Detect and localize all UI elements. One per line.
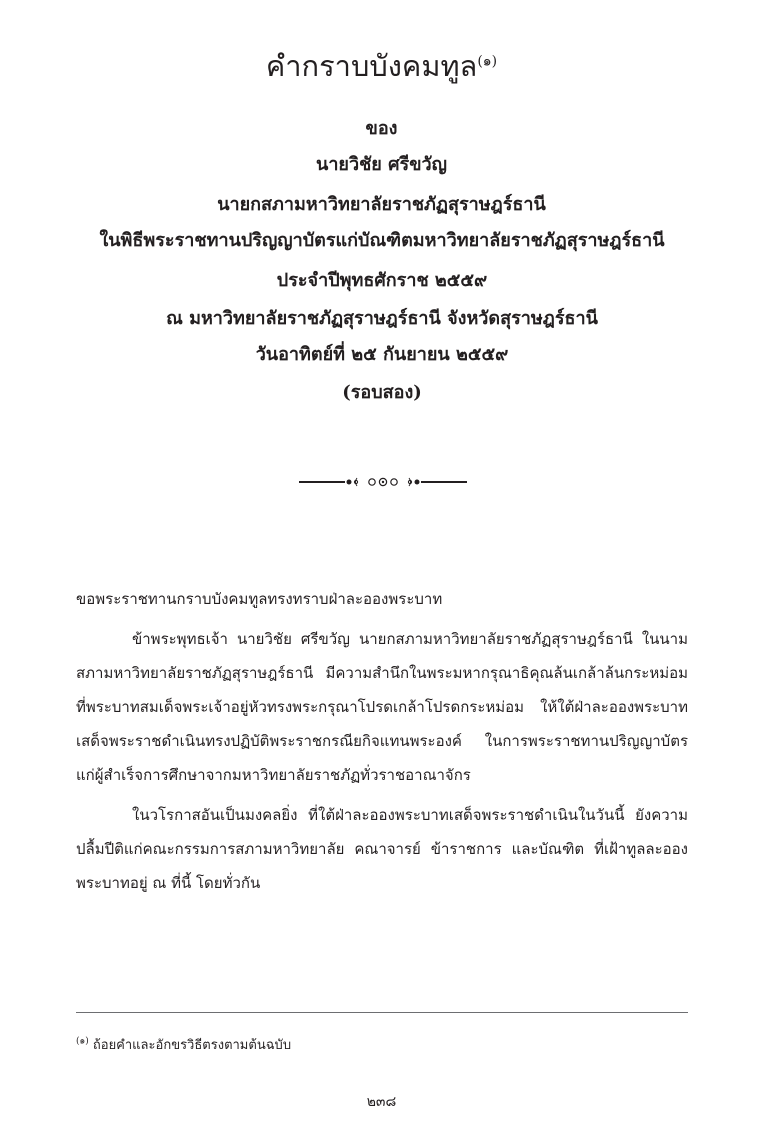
title-footnote-marker: (๑): [477, 53, 498, 70]
ceremony-round: (รอบสอง): [342, 382, 422, 403]
ceremony-date: วันอาทิตย์ที่ ๒๕ กันยายน ๒๕๕๙: [255, 344, 509, 365]
footnote-divider: [76, 1012, 688, 1013]
ceremony-title: ในพิธีพระราชทานปริญญาบัตรแก่บัณฑิตมหาวิทยาลัยราชภัฏสุราษฎร์ธานี: [99, 230, 665, 251]
title-text: คำกราบบังคมทูล: [265, 49, 478, 83]
ceremony-year: ประจำปีพุทธศักราช ๒๕๕๙: [276, 270, 488, 291]
of-line: ของ: [365, 118, 398, 139]
page-title: [0, 44, 763, 88]
footnote-text: ถ้อยคำและอักขรวิธีตรงตามต้นฉบับ: [92, 1038, 292, 1053]
ornament-divider: [297, 474, 469, 490]
speech-paragraph-2: ในวโรกาสอันเป็นมงคลยิ่ง ที่ใต้ฝ่าละอองพระบาทเสด็จพระราชดำเนินในวันนี้ ยังความปลื้มปีติแก่คณะกรรมการสภามหาวิทยาลัย คณาจารย์ ข้าราชการ และบัณฑิต ที่เฝ้าทูลละอองพระบาทอยู่ ณ ที่นี้ โดยทั่วกัน: [76, 806, 688, 892]
salutation: ขอพระราชทานกราบบังคมทูลทรงทราบฝ่าละอองพระบาท: [76, 590, 443, 608]
ceremony-heading: [76, 226, 688, 408]
speech-body: [76, 582, 688, 900]
speaker-name: นายวิชัย ศรีขวัญ: [316, 154, 447, 175]
footnote: [76, 1036, 688, 1056]
footnote-marker: (๑): [76, 1036, 89, 1047]
speech-paragraph-1: ข้าพระพุทธเจ้า นายวิชัย ศรีขวัญ นายกสภามหาวิทยาลัยราชภัฏสุราษฎร์ธานี ในนามสภามหาวิทยาลัยราชภัฏสุราษฎร์ธานี มีความสำนึกในพระมหากรุณาธิคุณล้นเกล้าล้นกระหม่อม ที่พระบาทสมเด็จพระเจ้าอยู่หัวทรงพระกรุณาโปรดเกล้าโปรดกระหม่อม ให้ใต้ฝ่าละอองพระบาทเสด็จพระราชดำเนินทรงปฏิบัติพระราชกรณียกิจแทนพระองค์ ในการพระราชทานปริญญาบัตรแก่ผู้สำเร็จการศึกษาจากมหาวิทยาลัยราชภัฏทั่วราชอาณาจักร: [76, 630, 688, 784]
page-number: ๒๓๘: [366, 1094, 397, 1110]
speaker-position: นายกสภามหาวิทยาลัยราชภัฏสุราษฎร์ธานี: [217, 194, 546, 215]
ceremony-location: ณ มหาวิทยาลัยราชภัฏสุราษฎร์ธานี จังหวัดสุราษฎร์ธานี: [166, 308, 598, 329]
